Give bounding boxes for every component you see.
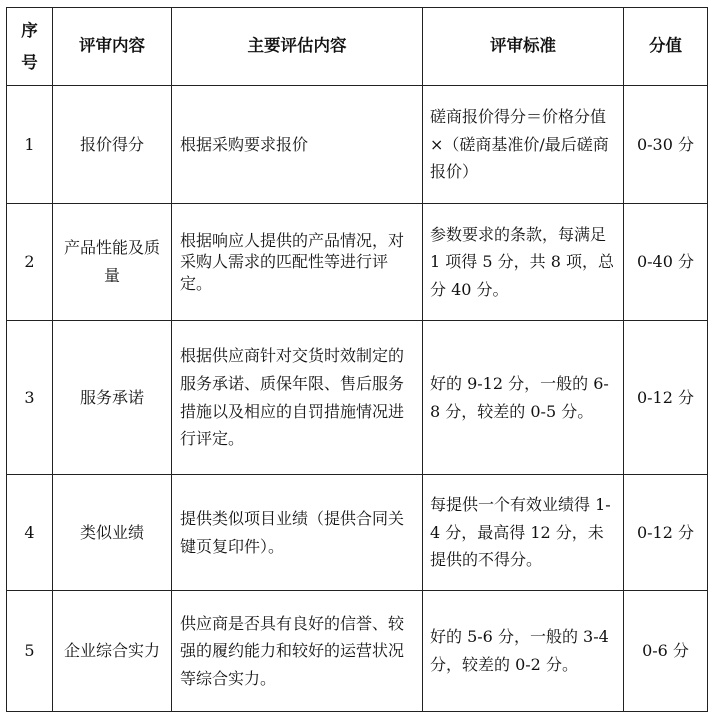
row-index: 3	[7, 321, 53, 475]
row-standard: 磋商报价得分＝价格分值×（磋商基准价/最后磋商报价）	[423, 86, 624, 204]
row-index: 2	[7, 204, 53, 321]
row-score: 0-40 分	[624, 204, 708, 321]
row-item: 企业综合实力	[53, 591, 172, 712]
row-standard: 好的 9-12 分，一般的 6-8 分，较差的 0-5 分。	[423, 321, 624, 475]
table-row	[7, 475, 708, 591]
header-index: 序号	[7, 8, 53, 86]
table-row	[7, 86, 708, 204]
row-score: 0-12 分	[624, 321, 708, 475]
row-item: 产品性能及质量	[53, 204, 172, 321]
row-score: 0-30 分	[624, 86, 708, 204]
row-standard: 参数要求的条款，每满足 1 项得 5 分，共 8 项，总分 40 分。	[423, 204, 624, 321]
row-main: 提供类似项目业绩（提供合同关键页复印件）。	[172, 475, 423, 591]
row-main: 供应商是否具有良好的信誉、较强的履约能力和较好的运营状况等综合实力。	[172, 591, 423, 712]
header-item: 评审内容	[53, 8, 172, 86]
row-main: 根据供应商针对交货时效制定的服务承诺、质保年限、售后服务措施以及相应的自罚措施情况进行评定。	[172, 321, 423, 475]
row-index: 4	[7, 475, 53, 591]
row-item: 服务承诺	[53, 321, 172, 475]
row-score: 0-12 分	[624, 475, 708, 591]
row-item: 类似业绩	[53, 475, 172, 591]
header-standard: 评审标准	[423, 8, 624, 86]
row-standard: 好的 5-6 分，一般的 3-4 分，较差的 0-2 分。	[423, 591, 624, 712]
row-item: 报价得分	[53, 86, 172, 204]
header-score: 分值	[624, 8, 708, 86]
header-main: 主要评估内容	[172, 8, 423, 86]
scoring-table	[6, 7, 708, 712]
table-row	[7, 591, 708, 712]
header-row	[7, 8, 708, 86]
row-main: 根据采购要求报价	[172, 86, 423, 204]
row-score: 0-6 分	[624, 591, 708, 712]
row-main: 根据响应人提供的产品情况，对采购人需求的匹配性等进行评定。	[172, 204, 423, 321]
row-index: 5	[7, 591, 53, 712]
table-row	[7, 204, 708, 321]
row-index: 1	[7, 86, 53, 204]
table-row	[7, 321, 708, 475]
row-standard: 每提供一个有效业绩得 1-4 分，最高得 12 分，未提供的不得分。	[423, 475, 624, 591]
